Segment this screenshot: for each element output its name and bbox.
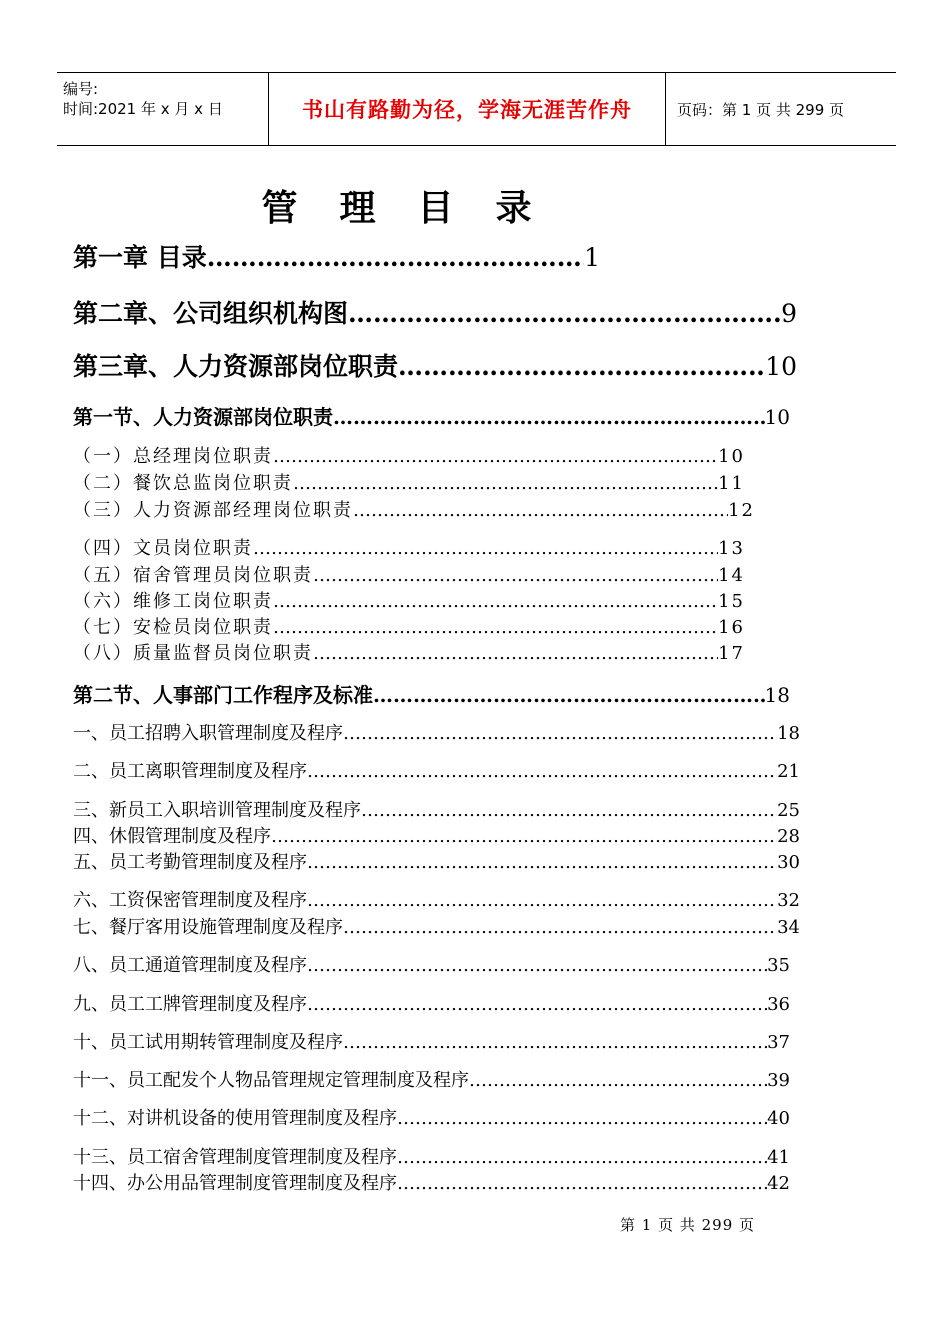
toc-leader-dots <box>307 994 767 1015</box>
toc-leader-dots <box>343 723 777 744</box>
toc-entry-label: 五、员工考勤管理制度及程序 <box>73 852 307 873</box>
toc-entry-page: 21 <box>777 761 800 782</box>
toc-leader-dots <box>307 852 777 873</box>
toc-entry <box>73 1169 790 1195</box>
toc-entry-label: （五）宿舍管理员岗位职责 <box>73 565 313 586</box>
toc-entry-label: 三、新员工入职培训管理制度及程序 <box>73 800 361 821</box>
toc-leader-dots <box>397 1173 767 1194</box>
toc-entry-label: 十四、办公用品管理制度管理制度及程序 <box>73 1173 397 1194</box>
number-label: 编号: <box>63 80 99 98</box>
toc-entry-label: 第二节、人事部门工作程序及标准 <box>73 683 373 707</box>
toc-leader-dots <box>293 473 718 494</box>
toc-entry-label: （三）人力资源部经理岗位职责 <box>73 500 353 521</box>
toc-entry-label: 一、员工招聘入职管理制度及程序 <box>73 723 343 744</box>
toc-entry-page: 17 <box>718 643 745 664</box>
toc-entry-page: 25 <box>777 800 800 821</box>
toc-leader-dots <box>398 352 765 381</box>
toc-entry <box>73 613 745 639</box>
toc-entry <box>73 1028 790 1054</box>
toc-leader-dots <box>343 1032 767 1053</box>
toc-leader-dots <box>307 890 777 911</box>
header-page-info: 页码：第 1 页 共 299 页 <box>677 100 845 119</box>
toc-entry <box>73 679 790 708</box>
toc-entry-page: 10 <box>718 446 745 467</box>
document-header <box>57 72 896 146</box>
toc-entry-page: 10 <box>765 352 797 381</box>
toc-entry <box>73 639 745 665</box>
toc-entry-page: 12 <box>728 500 755 521</box>
toc-leader-dots <box>343 917 777 938</box>
time-label: 时间:2021 年 x 月 x 日 <box>63 100 223 118</box>
toc-leader-dots <box>313 643 718 664</box>
toc-entry <box>73 951 790 977</box>
toc-entry <box>73 469 745 495</box>
toc-leader-dots <box>361 800 777 821</box>
toc-entry <box>73 561 745 587</box>
toc-leader-dots <box>253 538 718 559</box>
toc-entry-page: 13 <box>718 538 745 559</box>
toc-entry-page: 35 <box>767 955 790 976</box>
toc-entry-label: （八）质量监督员岗位职责 <box>73 643 313 664</box>
toc-entry-label: 八、员工通道管理制度及程序 <box>73 955 307 976</box>
toc-entry <box>73 401 790 430</box>
toc-entry-page: 11 <box>718 473 745 494</box>
toc-leader-dots <box>397 1147 767 1168</box>
toc-entry <box>73 822 800 848</box>
toc-entry <box>73 534 745 560</box>
toc-entry-label: 九、员工工牌管理制度及程序 <box>73 994 307 1015</box>
toc-leader-dots <box>353 500 728 521</box>
header-meta <box>57 73 267 145</box>
toc-leader-dots <box>273 591 718 612</box>
toc-entry-page: 9 <box>781 299 797 328</box>
toc-entry-page: 28 <box>777 826 800 847</box>
toc-entry-page: 40 <box>767 1108 790 1129</box>
toc-entry <box>73 294 797 330</box>
toc-entry <box>73 990 790 1016</box>
toc-entry-label: （七）安检员岗位职责 <box>73 617 273 638</box>
toc-entry-page: 39 <box>767 1070 790 1091</box>
toc-leader-dots <box>469 1070 767 1091</box>
toc-entry <box>73 1143 790 1169</box>
toc-entry-page: 15 <box>718 591 745 612</box>
toc-entry-label: 六、工资保密管理制度及程序 <box>73 890 307 911</box>
toc-entry-label: 第一章 目录 <box>73 243 207 272</box>
toc-entry <box>73 1066 790 1092</box>
page-footer: 第 1 页 共 299 页 <box>620 1216 756 1234</box>
toc-leader-dots <box>207 243 584 272</box>
toc-entry-page: 37 <box>767 1032 790 1053</box>
toc-leader-dots <box>307 761 777 782</box>
toc-leader-dots <box>273 617 718 638</box>
toc-leader-dots <box>307 955 767 976</box>
toc-entry <box>73 886 800 912</box>
toc-entry <box>73 796 800 822</box>
toc-entry-label: 七、餐厅客用设施管理制度及程序 <box>73 917 343 938</box>
toc-entry-label: 第一节、人力资源部岗位职责 <box>73 405 333 429</box>
toc-entry-page: 30 <box>777 852 800 873</box>
toc-entry <box>73 496 755 522</box>
toc-entry <box>73 719 800 745</box>
toc-entry <box>73 848 800 874</box>
toc-leader-dots <box>333 405 765 429</box>
toc-entry-label: 十二、对讲机设备的使用管理制度及程序 <box>73 1108 397 1129</box>
toc-entry-page: 34 <box>777 917 800 938</box>
toc-entry <box>73 1104 790 1130</box>
toc-entry-label: （一）总经理岗位职责 <box>73 446 273 467</box>
header-motto: 书山有路勤为径，学海无涯苦作舟 <box>268 73 666 145</box>
toc-entry <box>73 757 800 783</box>
toc-entry-label: 第二章、公司组织机构图 <box>73 299 349 328</box>
toc-leader-dots <box>373 683 765 707</box>
toc-entry-label: 二、员工离职管理制度及程序 <box>73 761 307 782</box>
toc-entry-page: 36 <box>767 994 790 1015</box>
toc-entry-label: （四）文员岗位职责 <box>73 538 253 559</box>
toc-entry-page: 14 <box>718 565 745 586</box>
toc-leader-dots <box>397 1108 767 1129</box>
toc-entry-page: 32 <box>777 890 800 911</box>
toc-entry-page: 18 <box>764 683 790 707</box>
toc-entry-page: 18 <box>777 723 800 744</box>
toc-entry-label: 四、休假管理制度及程序 <box>73 826 271 847</box>
toc-entry <box>73 238 600 274</box>
toc-entry-page: 41 <box>767 1147 790 1168</box>
toc-entry-label: 第三章、人力资源部岗位职责 <box>73 352 399 381</box>
toc-entry <box>73 442 745 468</box>
toc-leader-dots <box>273 446 718 467</box>
toc-entry-label: 十一、员工配发个人物品管理规定管理制度及程序 <box>73 1070 469 1091</box>
toc-leader-dots <box>348 299 781 328</box>
toc-entry-label: （六）维修工岗位职责 <box>73 591 273 612</box>
page-title: 管理目录 <box>261 187 574 229</box>
toc-entry-page: 1 <box>584 243 600 272</box>
toc-entry-label: （二）餐饮总监岗位职责 <box>73 473 293 494</box>
toc-entry-label: 十、员工试用期转管理制度及程序 <box>73 1032 343 1053</box>
toc-entry-page: 42 <box>767 1173 790 1194</box>
toc-leader-dots <box>271 826 777 847</box>
toc-entry <box>73 347 797 383</box>
toc-entry-label: 十三、员工宿舍管理制度管理制度及程序 <box>73 1147 397 1168</box>
toc-entry-page: 16 <box>718 617 745 638</box>
toc-entry <box>73 587 745 613</box>
toc-leader-dots <box>313 565 718 586</box>
toc-entry <box>73 913 800 939</box>
toc-entry-page: 10 <box>764 405 790 429</box>
